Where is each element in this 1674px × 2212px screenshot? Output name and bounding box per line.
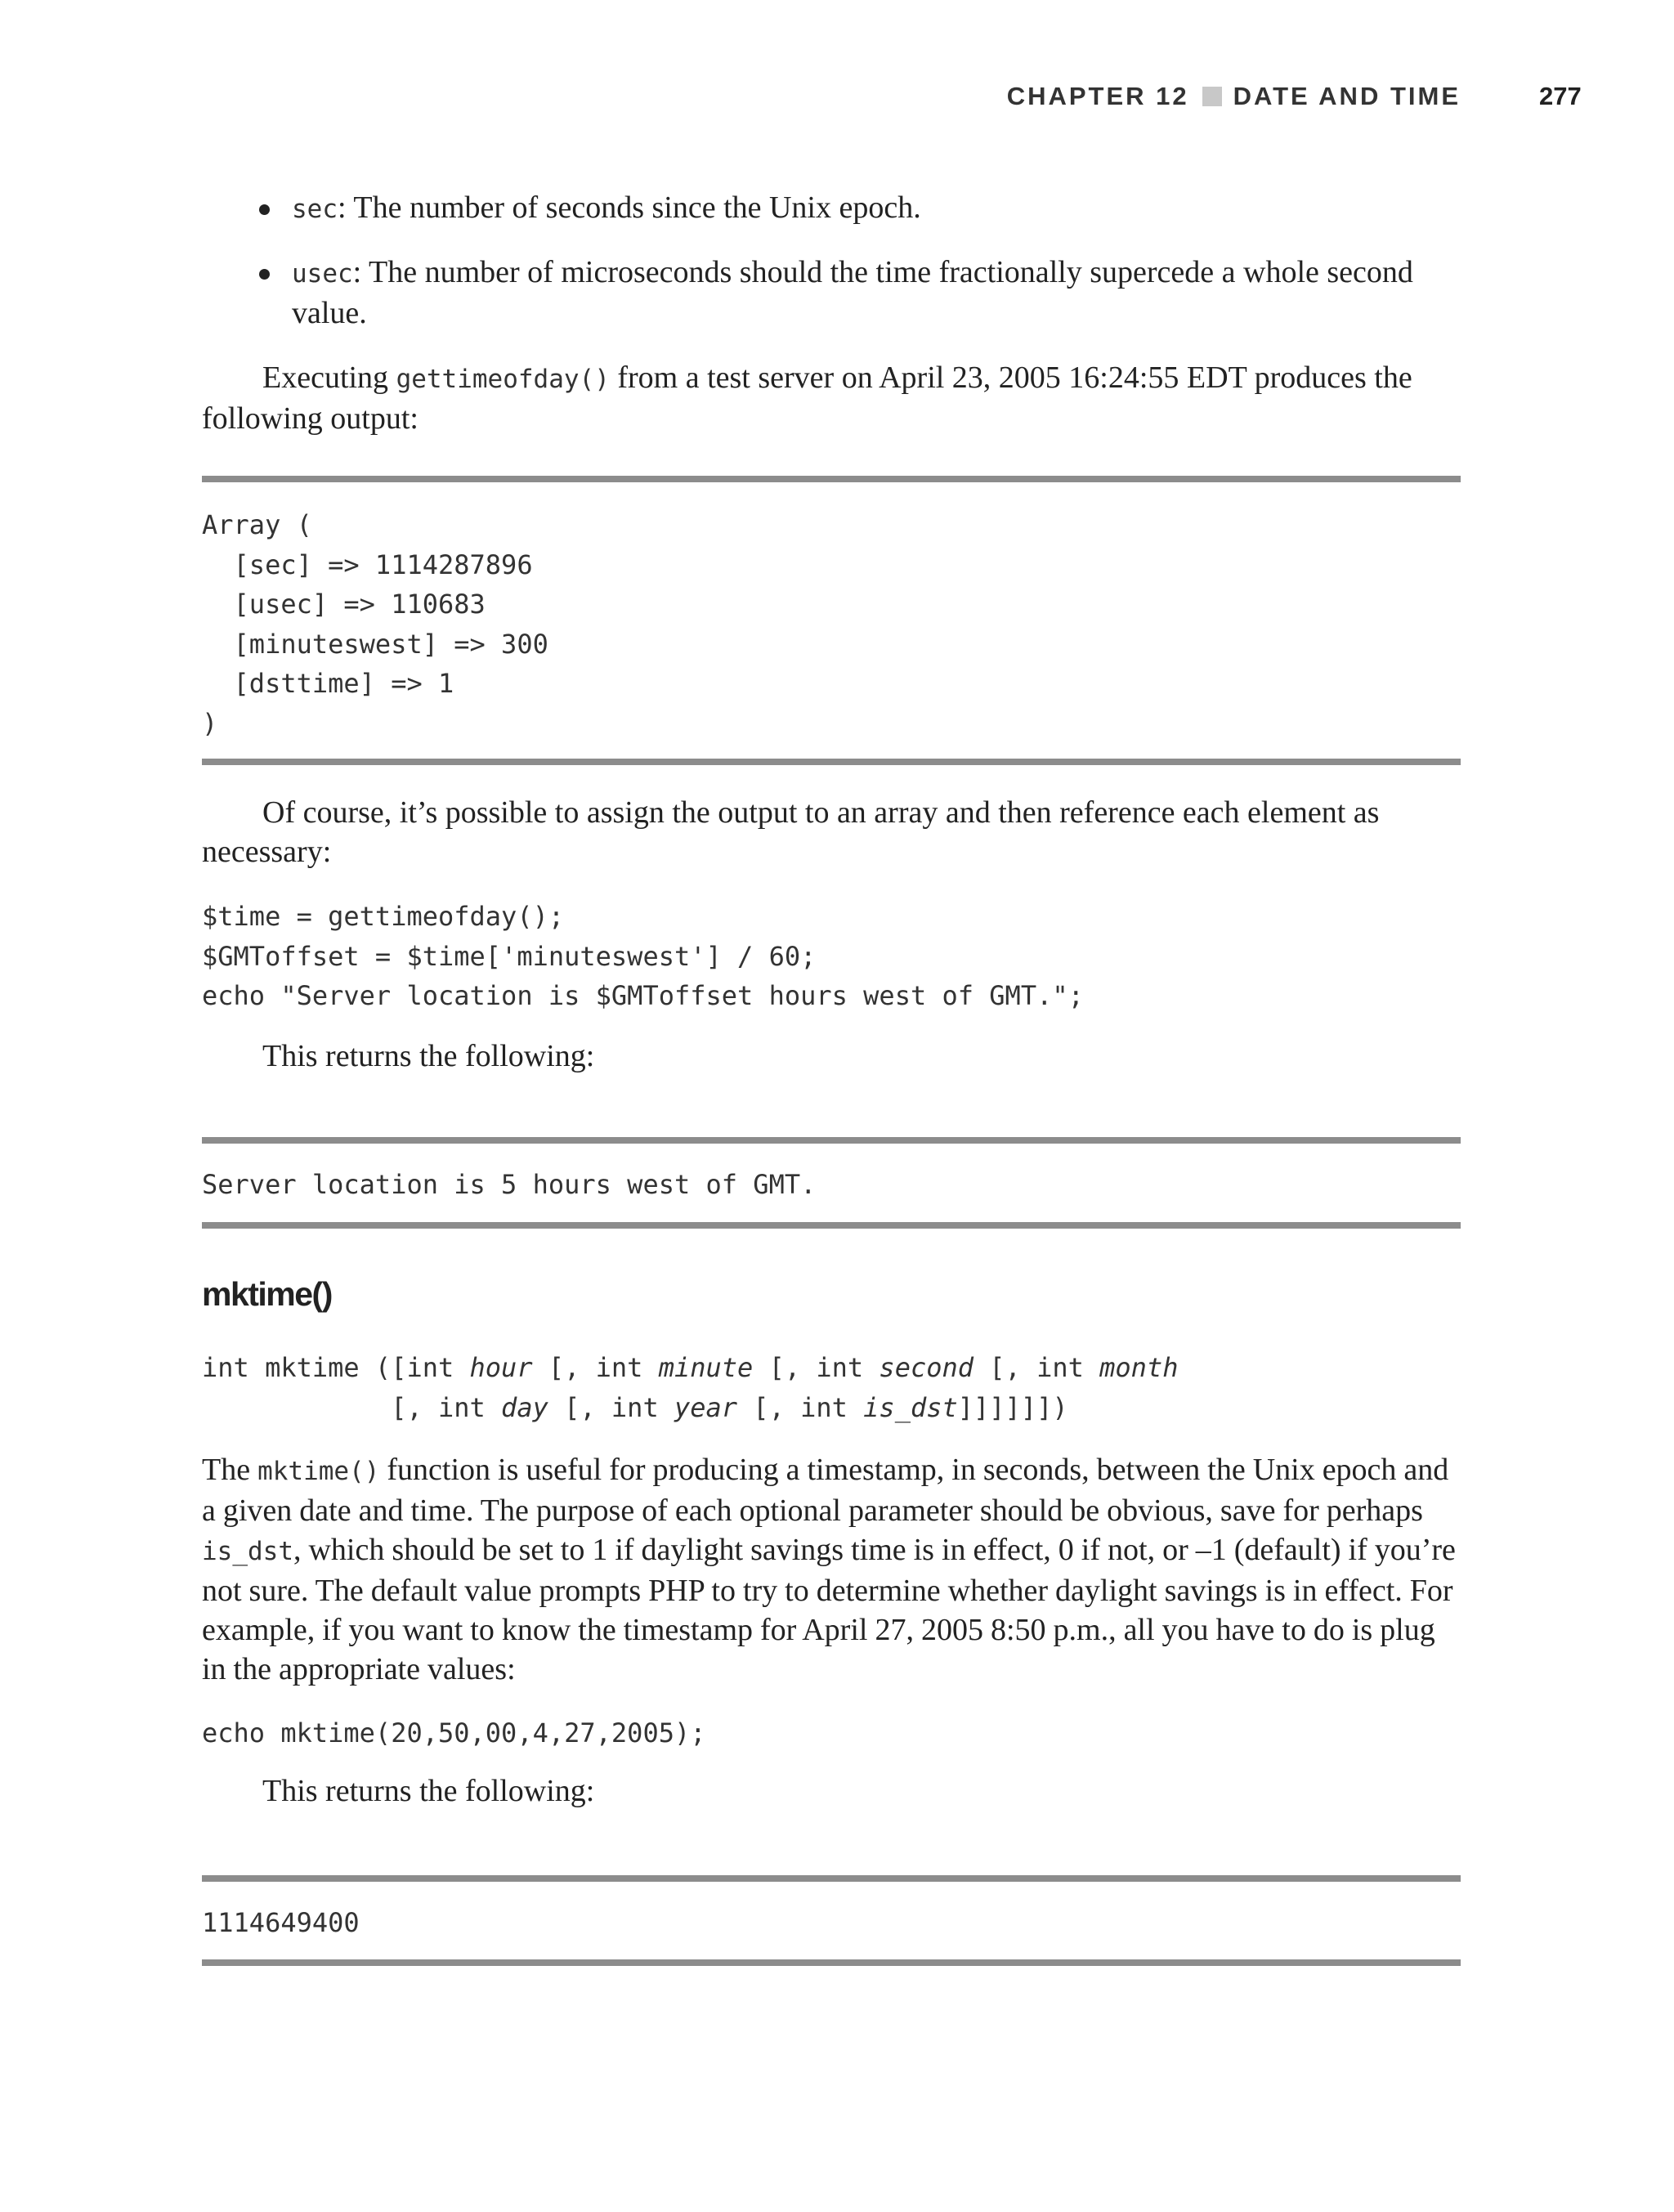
paragraph-assign-output: Of course, it’s possible to assign the output to an array and then reference each element as necessary:: [202, 795, 1380, 869]
page-number: 277: [1539, 82, 1582, 110]
code-text: echo mktime(20,50,00,4,27,2005);: [202, 1717, 706, 1749]
output-text: Array ( [sec] => 1114287896 [usec] => 110683 [minuteswest] => 300 [dsttime] => 1 ): [202, 509, 548, 739]
header-separator-square: [1202, 87, 1222, 106]
top-rule: [202, 1137, 1461, 1144]
paragraph-returns-1: This returns the following:: [262, 1039, 595, 1073]
code-block-mktime: [202, 1713, 1461, 1753]
chapter-label: CHAPTER 12: [1006, 82, 1189, 110]
code-block-gmtoffset: [202, 897, 1461, 1016]
section-title: mktime(): [202, 1275, 332, 1313]
section-mktime: [202, 1275, 1461, 1314]
running-header: [202, 82, 1461, 118]
bullet-text: : The number of microseconds should the time fractionally supercede a whole second value.: [292, 255, 1413, 330]
output-block-array: [202, 476, 1461, 743]
output-block-server-location: [202, 1137, 1461, 1205]
inline-code: mktime(): [257, 1457, 380, 1486]
bottom-rule-array: [202, 759, 1461, 765]
inline-code: gettimeofday(): [396, 365, 610, 394]
bullet-item-usec: [259, 253, 1461, 333]
top-rule: [202, 1875, 1461, 1882]
code-text: $time = gettimeofday(); $GMToffset = $time['minuteswest'] / 60; echo "Server location is $GMToffset hours west of GMT.";: [202, 901, 1084, 1011]
paragraph-returns-2: This returns the following:: [262, 1774, 595, 1808]
chapter-heading: [1007, 82, 1461, 111]
bullet-text: : The number of seconds since the Unix epoch.: [338, 190, 921, 225]
bullet-term: usec: [292, 259, 353, 289]
bullet-item-sec: [259, 188, 1461, 229]
paragraph-gettimeofday: Executing gettimeofday() from a test server on April 23, 2005 16:24:55 EDT produces the following output:: [202, 360, 1412, 436]
bottom-rule-server-location: [202, 1222, 1461, 1229]
output-block-timestamp: [202, 1875, 1461, 1943]
bullet-dot-icon: [259, 269, 270, 280]
section-label: DATE AND TIME: [1233, 82, 1461, 110]
inline-code: is_dst: [202, 1537, 293, 1566]
bullet-dot-icon: [259, 204, 270, 215]
bullet-term: sec: [292, 195, 338, 224]
paragraph-mktime-description: The mktime() function is useful for producing a timestamp, in seconds, between the Unix epoch and a given date and time. The purpose of each optional parameter should be obvious, save for perhaps is_dst, which should be set to 1 if daylight savings time is in effect, 0 if not, or –1 (default) if you’re not sure. The default value prompts PHP to try to determine whether daylight savings is in effect. For example, if you want to know the timestamp for April 27, 2005 8:50 p.m., all you have to do is plug in the appropriate values:: [202, 1453, 1456, 1686]
function-signature: int mktime ([int hour [, int minute [, int second [, int month [, int day [, int year [, int is_dst]]]]]]): [202, 1352, 1179, 1423]
output-text: 1114649400: [202, 1907, 360, 1938]
top-rule: [202, 476, 1461, 482]
bullet-list: [259, 188, 1461, 356]
output-text: Server location is 5 hours west of GMT.: [202, 1169, 817, 1200]
bottom-rule-timestamp: [202, 1959, 1461, 1966]
